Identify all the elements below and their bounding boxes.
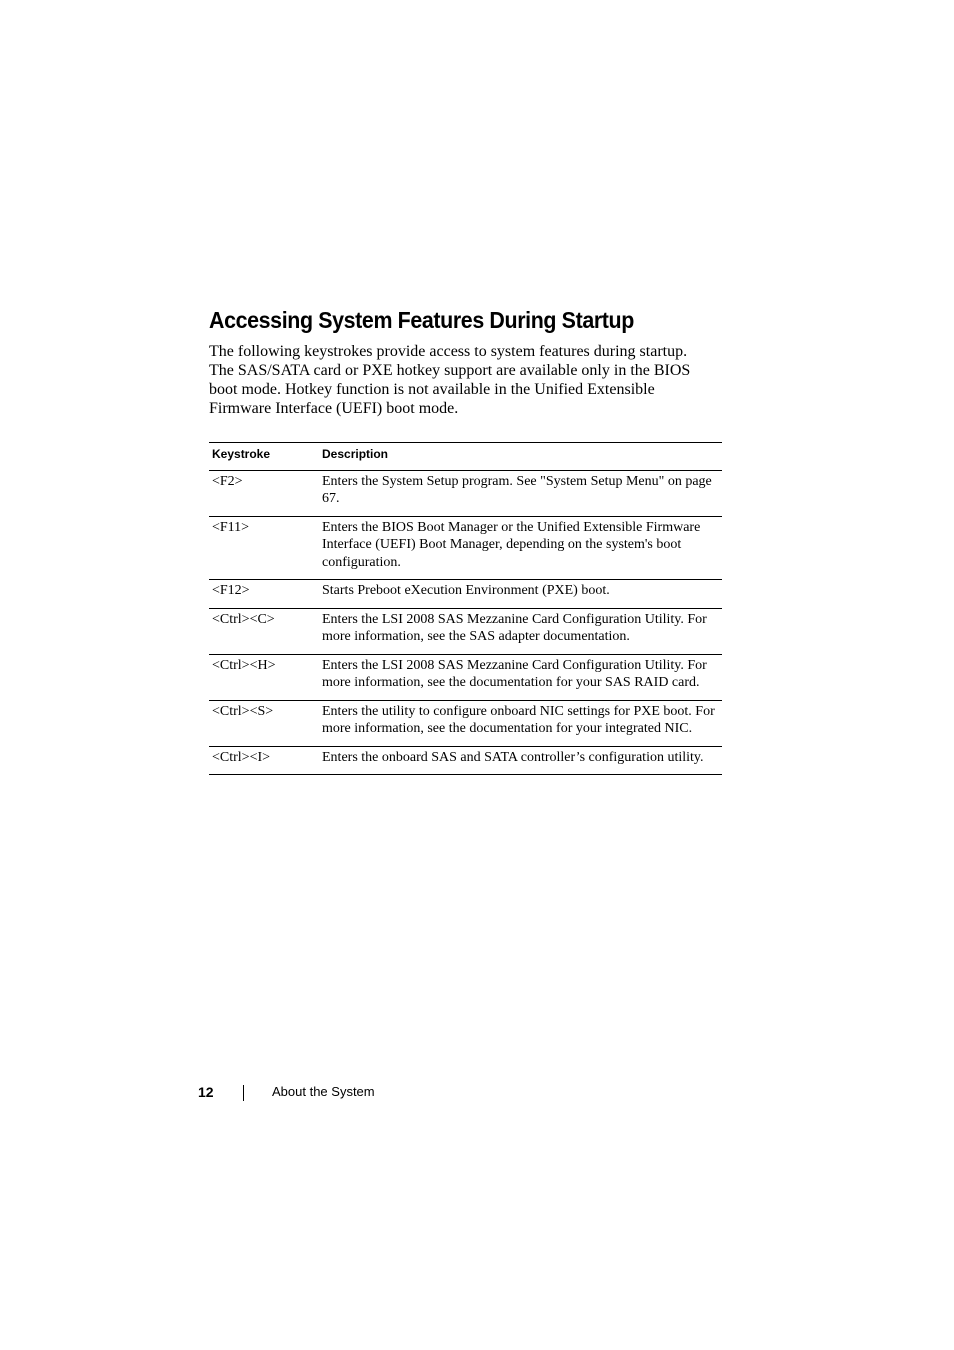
keystroke-cell: <Ctrl><I> (209, 746, 319, 775)
description-cell: Enters the System Setup program. See "System Setup Menu" on page 67. (319, 470, 722, 516)
footer-divider (243, 1085, 244, 1101)
table-row (209, 470, 722, 516)
table-row (209, 580, 722, 609)
keystroke-cell: <F12> (209, 580, 319, 609)
table-row (209, 608, 722, 654)
table-row (209, 700, 722, 746)
description-cell: Enters the onboard SAS and SATA controller’s configuration utility. (319, 746, 722, 775)
table-row (209, 654, 722, 700)
description-cell: Starts Preboot eXecution Environment (PXE) boot. (319, 580, 722, 609)
intro-line: Firmware Interface (UEFI) boot mode. (209, 400, 459, 417)
description-cell: Enters the BIOS Boot Manager or the Unified Extensible Firmware Interface (UEFI) Boot Manager, depending on the system's boot configuration. (319, 516, 722, 580)
column-header-description: Description (319, 443, 722, 471)
keystroke-table (209, 442, 722, 775)
intro-line: The following keystrokes provide access to system features during startup. (209, 343, 688, 360)
table-row (209, 516, 722, 580)
keystroke-cell: <F2> (209, 470, 319, 516)
intro-line: boot mode. Hotkey function is not available in the Unified Extensible (209, 381, 655, 398)
footer-section-title: About the System (272, 1084, 375, 1099)
description-cell: Enters the LSI 2008 SAS Mezzanine Card Configuration Utility. For more information, see the documentation for your SAS RAID card. (319, 654, 722, 700)
column-header-keystroke: Keystroke (209, 443, 319, 471)
table-header-row (209, 443, 722, 471)
intro-paragraph (209, 342, 714, 418)
keystroke-cell: <F11> (209, 516, 319, 580)
page-heading: Accessing System Features During Startup (209, 307, 634, 333)
description-cell: Enters the LSI 2008 SAS Mezzanine Card Configuration Utility. For more information, see the SAS adapter documentation. (319, 608, 722, 654)
keystroke-cell: <Ctrl><H> (209, 654, 319, 700)
keystroke-cell: <Ctrl><S> (209, 700, 319, 746)
table-row (209, 746, 722, 775)
intro-line: The SAS/SATA card or PXE hotkey support are available only in the BIOS (209, 362, 691, 379)
keystroke-cell: <Ctrl><C> (209, 608, 319, 654)
page-number: 12 (198, 1084, 214, 1100)
description-cell: Enters the utility to configure onboard NIC settings for PXE boot. For more information, see the documentation for your integrated NIC. (319, 700, 722, 746)
